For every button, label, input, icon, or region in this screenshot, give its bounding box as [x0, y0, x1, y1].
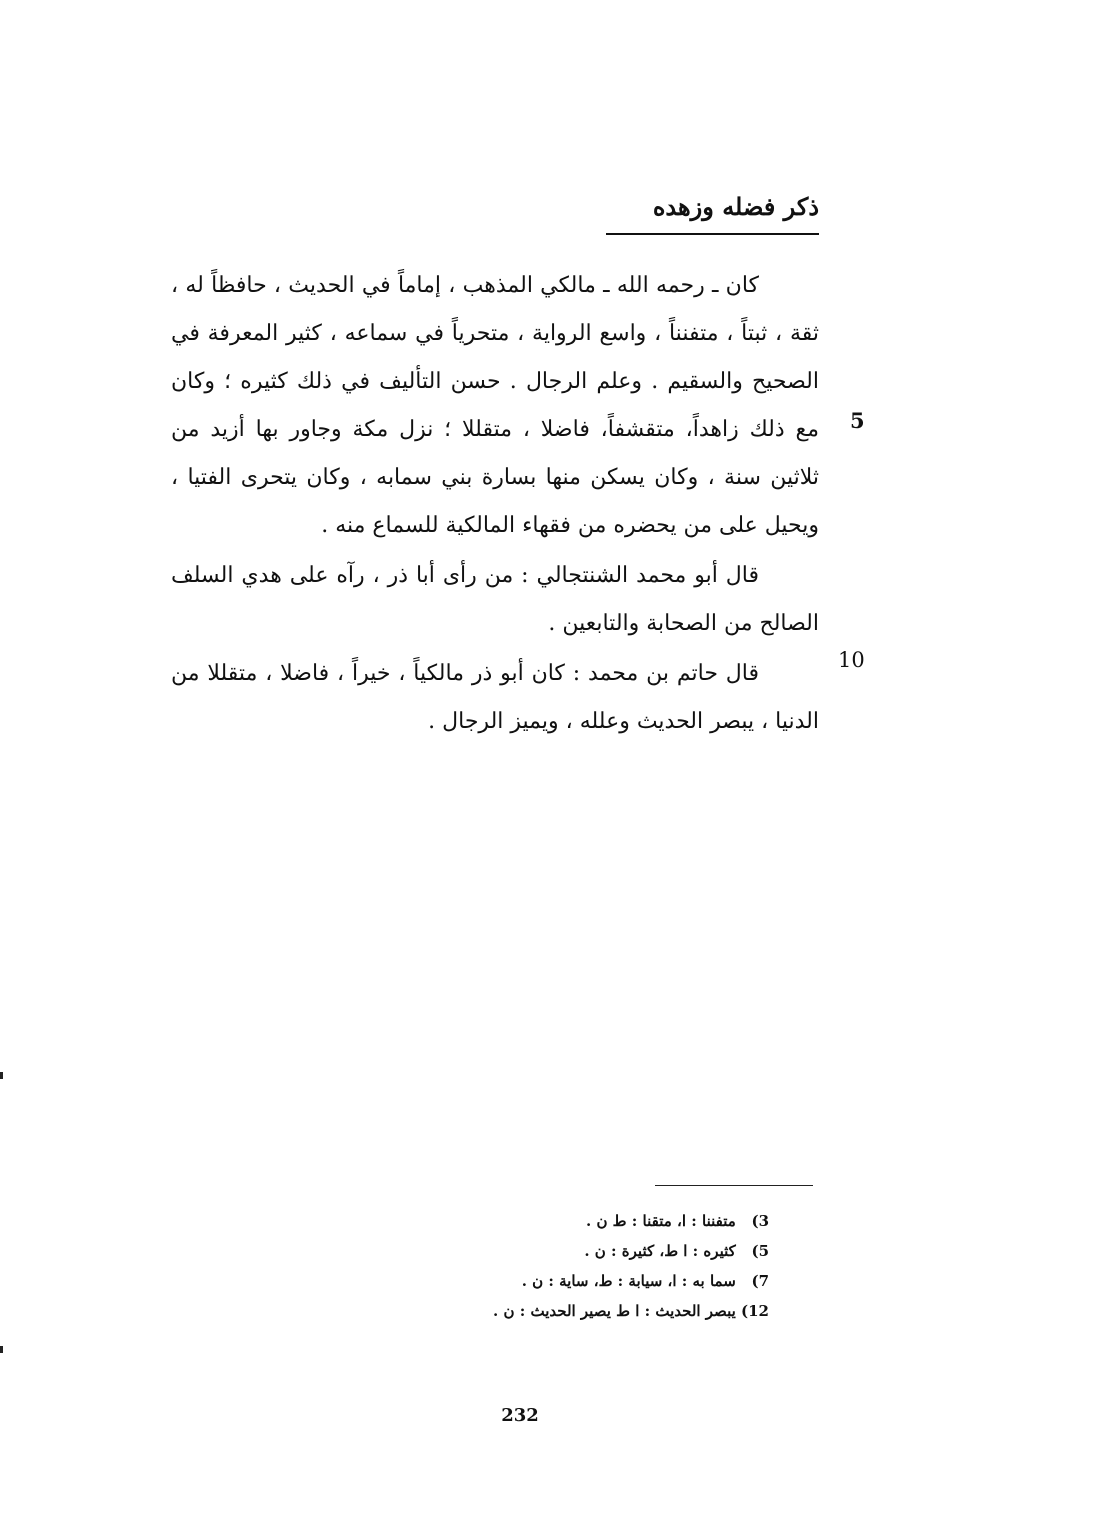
line-number: 5 — [850, 408, 865, 433]
footnote-number: 12) — [741, 1302, 769, 1320]
paragraph: قال أبو محمد الشنتجالي : من رأى أبا ذر ، رآه على هدي السلف الصالح من الصحابة والتابعين . — [171, 563, 819, 636]
scan-edge-mark — [0, 1346, 3, 1353]
footnote-number: 3) — [751, 1212, 769, 1230]
footnote-item — [249, 1296, 769, 1326]
page-number: 232 — [501, 1405, 539, 1426]
footnote-text: يبصر الحديث : ا ط يصير الحديث : ن . — [493, 1302, 736, 1320]
footnote-item — [249, 1206, 769, 1236]
footnote-item — [249, 1236, 769, 1266]
section-title: ذكر فضله وزهده — [652, 192, 819, 221]
paragraph: كان ـ رحمه الله ـ مالكي المذهب ، إماماً في الحديث ، حافظاً له ، ثقة ، ثبتاً ، متفنناً ، واسع الرواية ، متحرياً في سماعه ، كثير المعرفة في الصحيح والسقيم . وعلم الرجال . حسن التأليف في ذلك كثيره ؛ وكان مع ذلك زاهداً، متقشفاً، فاضلا ، متقللا ؛ نزل مكة وجاور بها أزيد من ثلاثين سنة ، وكان يسكن منها بسارة بني سمابه ، وكان يتحرى الفتيا ، ويحيل على من يحضره من فقهاء المالكية للسماع منه . — [171, 273, 819, 538]
footnote-text: كثيره : ا ط، كثيرة : ن . — [584, 1242, 736, 1260]
paragraph: قال حاتم بن محمد : كان أبو ذر مالكياً ، خيراً ، فاضلا ، متقللا من الدنيا ، يبصر الحديث وعلله ، ويميز الرجال . — [171, 661, 819, 734]
footnote-number: 7) — [751, 1272, 769, 1290]
footnote-number: 5) — [751, 1242, 769, 1260]
footnote-separator — [655, 1185, 813, 1186]
title-underline — [606, 233, 819, 235]
footnote-item — [249, 1266, 769, 1296]
main-text — [171, 262, 819, 746]
line-number: 10 — [838, 648, 865, 672]
footnotes — [249, 1206, 769, 1326]
footnote-text: متفننا : ا، متقنا : ط ن . — [586, 1212, 736, 1230]
scan-edge-mark — [0, 1072, 3, 1079]
footnote-text: سما به : ا، سيابة : ط، ساية : ن . — [521, 1272, 736, 1290]
